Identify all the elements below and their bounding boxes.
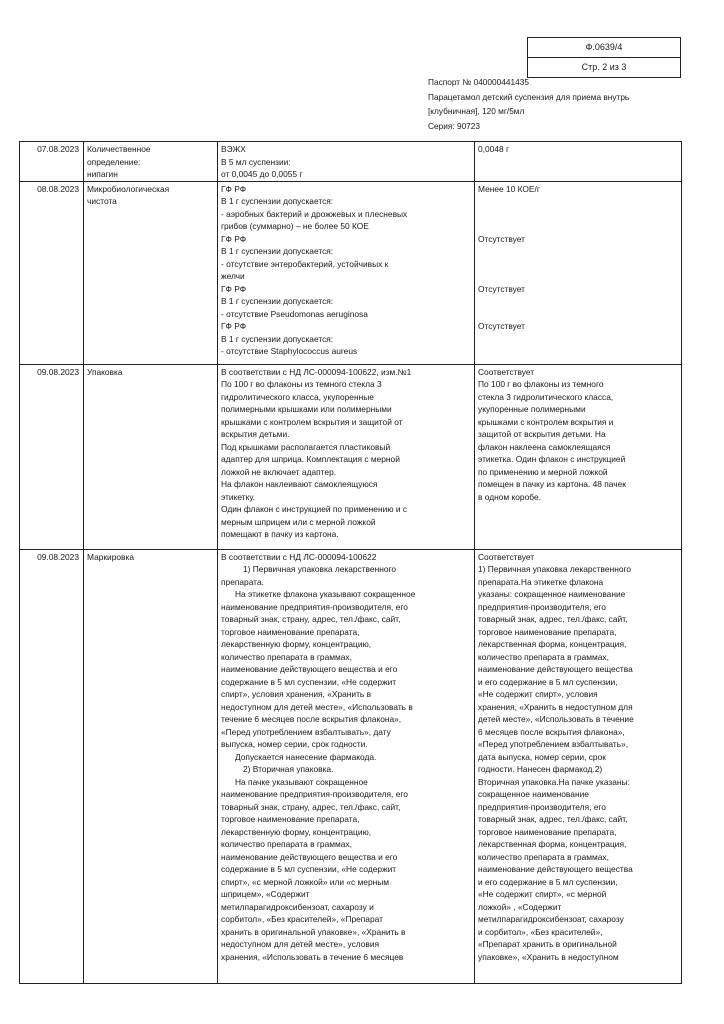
text-line: Один флакон с инструкцией по применению и с [221,504,408,514]
text-line: течение 6 месяцев после вскрытия флакона», [221,714,402,724]
text-line: товарный знак, страну, адрес, тел./факс, сайт, [221,614,401,624]
text-line: товарный знак, адрес, тел./факс, сайт, [478,614,628,624]
text-line [478,220,678,233]
text-line: Соответствует [478,366,535,377]
text-line: ВЭЖХ [221,144,246,154]
text-line: Допускается нанесение фармакода. [235,751,377,762]
text-line: стекла 3 гидролитического класса, [478,391,614,402]
text-line: желчи [221,271,245,281]
product-dosage: [клубничная], 120 мг/5мл [428,106,525,116]
passport-number: Паспорт № 040000441435 [428,77,529,87]
text-line: По 100 г во флаконы из темного [478,379,604,389]
text-line: хранения, «Использовать в течение 6 месяцев [221,951,404,962]
text-line: хранить в оригинальной упаковке», «Хранить в [221,926,406,937]
text-line: лекарственную форму, концентрацию, [221,639,372,649]
test-results-table [19,141,682,984]
text-line: «Препарат хранить в оригинальной [478,939,617,949]
text-line: по применению и мерной ложкой [478,466,608,477]
text-line: недоступном для детей месте», условия [221,939,380,949]
text-line: ГФ РФ [221,183,247,194]
row-requirement [218,142,475,182]
text-line: В соответствии с НД ЛС-000094-100622, изм.№1 [221,366,412,377]
text-line: спирт», условия хранения, «Хранить в [221,689,372,699]
text-line: ложкой не включает адаптер. [221,466,337,477]
text-line: определение: [87,156,141,167]
text-line: наименование действующего вещества и его [221,851,398,862]
row-date: 09.08.2023 [20,549,84,983]
text-line: 2) Вторичная упаковка. [243,764,334,774]
text-line [478,308,678,321]
text-line: содержание в 5 мл суспензии, «Не содержит [221,676,397,687]
text-line: детей месте», «Использовать в течение [478,714,634,724]
text-line: ГФ РФ [221,321,247,331]
text-line: и его содержание в 5 мл суспензии, [478,876,618,887]
text-line: полимерными крышками или полимерными [221,404,392,414]
row-result [475,364,682,549]
text-line: количество препарата в граммах, [221,651,352,662]
text-line: предприятия-производителя, его [478,801,606,812]
text-line: помещают в пачку из картона. [221,529,339,539]
text-line: недоступном для детей месте», «Использовать в [221,701,413,712]
text-line: и сорбитол», «Без красителей», [478,926,603,937]
row-test [84,142,218,182]
text-line: метилпарагидроксибензоат, сахарозу и [221,901,374,912]
row-date: 08.08.2023 [20,181,84,364]
text-line: «Не содержит спирт», условия [478,689,598,699]
text-line: и его содержание в 5 мл суспензии, [478,676,618,687]
text-line: торговое наименование препарата, [478,826,617,837]
text-line: хранения, «Хранить в недоступном для [478,701,633,712]
text-line: наименование действующего вещества и его [221,664,398,674]
text-line: ложкой» , «Содержит [478,901,562,912]
text-line: - отсутствие Staphylococcus aureus [221,346,358,356]
row-test [84,364,218,549]
text-line: ГФ РФ [221,283,247,294]
text-line: крышками с контролем вскрытия и защитой от [221,416,403,427]
text-line [478,258,678,271]
text-line: - отсутствие энтеробактерий, устойчивых к [221,258,389,269]
text-line: помещен в пачку из картона. 48 пачек [478,479,626,489]
text-line: в одном коробе. [478,491,541,502]
row-requirement [218,364,475,549]
text-line: «Перед употреблением взбалтывать», дату [221,726,391,737]
text-line: Маркировка [87,551,134,562]
text-line: «Не содержит спирт», «с мерной [478,889,607,899]
text-line: наименование действующего вещества [478,864,633,874]
text-line: грибов (суммарно) – не более 50 КОЕ [221,221,369,231]
page-number: Стр. 2 из 3 [528,57,680,77]
text-line: указаны: сокращенное наименование [478,589,626,599]
text-line [478,245,678,258]
text-line: этикетка. Один флакон с инструкцией [478,454,626,464]
text-line: - отсутствие Pseudomonas aeruginosa [221,308,368,319]
text-line: На пачке указывают сокращенное [235,776,368,787]
form-number-box [527,37,681,78]
text-line: На этикетке флакона указывают сокращенное [235,589,416,599]
table-row [20,142,682,182]
row-result [475,142,682,182]
table-row [20,364,682,549]
text-line: По 100 г во флаконы из темного стекла 3 [221,379,382,389]
text-line: 6 месяцев после вскрытия флакона», [478,726,625,737]
text-line [478,270,678,283]
row-result [475,549,682,983]
text-line: Соответствует [478,551,535,562]
text-line: выпуска, номер серии, срок годности. [221,739,368,749]
text-line: 0,0048 г [478,144,509,154]
text-line: торговое наименование препарата, [221,626,360,637]
text-line: годности. Нанесен фармакод.2) [478,764,603,774]
text-line: 1) Первичная упаковка лекарственного [478,564,632,574]
text-line: Отсутствует [478,283,525,294]
text-line: дата выпуска, номер серии, срок [478,751,606,762]
text-line: ГФ РФ [221,233,247,244]
text-line: В 5 мл суспензии: [221,156,291,167]
text-line: сокращенное наименование [478,789,589,799]
text-line: На флакон наклеивают самоклеящуюся [221,479,378,489]
text-line: торговое наименование препарата, [478,626,617,637]
text-line: препарата.На этикетке флакона [478,576,604,587]
text-line: В 1 г суспензии допускается: [221,196,334,206]
text-line: наименование предприятия-производителя, его [221,789,408,799]
text-line: В 1 г суспензии допускается: [221,246,334,256]
text-line: товарный знак, страну, адрес, тел./факс, сайт, [221,801,401,812]
text-line: 1) Первичная упаковка лекарственного [243,564,397,574]
row-result [475,181,682,364]
text-line: спирт», «с мерной ложкой» или «с мерным [221,876,389,887]
text-line: метилпарагидроксибензоат, сахарозу [478,914,624,924]
row-date: 09.08.2023 [20,364,84,549]
row-date: 07.08.2023 [20,142,84,182]
form-number: Ф.0639/4 [585,42,623,52]
text-line: Менее 10 КОЕ/г [478,183,540,194]
text-line: шприцем», «Содержит [221,889,310,899]
text-line [478,208,678,221]
text-line: товарный знак, адрес, тел./факс, сайт, [478,814,628,824]
text-line: этикетку. [221,491,256,502]
text-line: содержание в 5 мл суспензии, «Не содержит [221,864,397,874]
text-line: Микробиологическая [87,183,170,194]
row-requirement [218,181,475,364]
text-line: количество препарата в граммах, [221,839,352,849]
text-line: Отсутствует [478,233,525,244]
table-row [20,549,682,983]
text-line [478,295,678,308]
text-line: укупоренные полимерными [478,404,586,414]
text-line: нипагин [87,169,118,179]
text-line: препарата. [221,576,264,587]
text-line: лекарственная форма, концентрация, [478,839,627,849]
text-line: «Перед употреблением взбалтывать», [478,739,629,749]
text-line: чистота [87,196,117,206]
text-line: - аэробных бактерий и дрожжевых и плесневых [221,208,408,219]
text-line: В 1 г суспензии допускается: [221,333,334,344]
text-line: Количественное [87,144,151,154]
text-line: предприятия-производителя, его [478,601,606,612]
text-line: наименование действующего вещества [478,664,633,674]
text-line: В 1 г суспензии допускается: [221,296,334,306]
text-line: Под крышками располагается пластиковый [221,441,391,452]
text-line: флакон наклеена самоклеящаяся [478,441,611,452]
text-line: сорбитол», «Без красителей», «Препарат [221,914,383,924]
row-test [84,181,218,364]
text-line: гидролитического класса, укупоренные [221,391,374,402]
text-line: Отсутствует [478,321,525,331]
text-line: Упаковка [87,366,123,377]
text-line: Вторичная упаковка.На пачке указаны: [478,776,630,787]
product-name: Парацетамол детский суспензия для приема внутрь [428,91,630,102]
text-line: В соответствии с НД ЛС-000094-100622 [221,551,377,562]
text-line: количество препарата в граммах, [478,651,609,662]
text-line: от 0,0045 до 0,0055 г [221,169,303,179]
text-line: защитой от вскрытия детьми. На [478,429,606,439]
passport-info [428,75,629,133]
text-line: крышками с контролем вскрытия и [478,416,614,427]
text-line: лекарственная форма, концентрация, [478,639,627,649]
text-line: упаковке», «Хранить в недоступном [478,951,619,962]
row-test [84,549,218,983]
text-line: лекарственную форму, концентрацию, [221,826,372,837]
text-line: наименование предприятия-производителя, его [221,601,408,612]
table-row [20,181,682,364]
text-line: количество препарата в граммах, [478,851,609,862]
row-requirement [218,549,475,983]
text-line [478,195,678,208]
text-line: адаптер для шприца. Комплектация с мерной [221,454,400,464]
text-line: мерным шприцем или с мерной ложкой [221,516,376,527]
text-line: вскрытия детьми. [221,429,290,439]
text-line: торговое наименование препарата, [221,814,360,824]
batch-series: Серия: 90723 [428,120,481,131]
